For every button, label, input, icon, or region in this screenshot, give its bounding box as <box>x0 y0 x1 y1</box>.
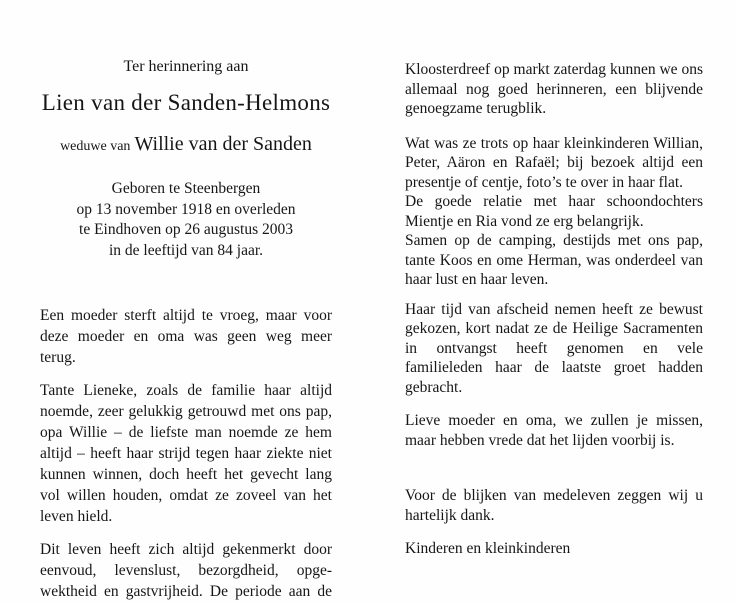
vitals-line-deathplace: te Eindhoven op 26 augustus 2003 <box>79 221 293 238</box>
right-page <box>405 60 703 559</box>
memorial-intro-line: Ter herinnering aan <box>123 58 249 75</box>
widow-prefix-label: weduwe van <box>60 139 131 154</box>
family-memories-block <box>405 134 703 290</box>
widow-line <box>40 133 332 158</box>
paragraph-farewell: Lieve moeder en oma, we zullen je missen, maar hebben vrede dat het lijden voorbij is. <box>405 412 703 449</box>
paragraph-life-character: Dit leven heeft zich altijd gekenmerkt door eenvoud, levenslust, bezorgdheid, opgewektheid en gastvrijheid. De periode aan de <box>40 541 332 600</box>
signature-line: Kinderen en kleinkinderen <box>405 540 571 557</box>
birth-death-block <box>40 179 332 261</box>
paragraph-grandchildren: Wat was ze trots op haar kleinkinderen Willian, Peter, Aäron en Rafaël; bij bezoek altijd een presentje of centje, foto’s te over in haar flat. <box>405 134 703 191</box>
vitals-line-birthdate: op 13 november 1918 en overleden <box>76 200 296 218</box>
vitals-line-age: in de leeftijd van 84 jaar. <box>108 241 264 259</box>
deceased-name: Lien van der Sanden-Helmons <box>41 90 331 115</box>
widow-husband-name: Willie van der Sanden <box>134 133 312 155</box>
paragraph-camping: Samen op de camping, destijds met ons pap, tante Koos en ome Herman, was onderdeel van haar lust en haar leven. <box>405 232 703 288</box>
paragraph-condolence-thanks: Voor de blijken van medeleven zeggen wij u hartelijk dank. <box>405 487 703 524</box>
paragraph-daughters-in-law: De goede relatie met haar schoondochters Mientje en Ria vond ze erg belangrijk. <box>405 193 703 230</box>
paragraph-sacraments: Haar tijd van afscheid nemen heeft ze bewust gekozen, kort nadat ze de Heilige Sacramenten in ontvangst heeft genomen en vele familieleden haar de laatste groet hadden gebracht. <box>405 300 703 396</box>
paragraph-kloosterdreef: Kloosterdreef op markt zaterdag kunnen we ons allemaal nog goed herinneren, een blijvende genoegzame terugblik. <box>405 61 703 117</box>
paragraph-tante-lieneke: Tante Lieneke, zoals de familie haar altijd noemde, zeer gelukkig getrouwd met ons pap, opa Willie – de liefste man noemde ze hem altijd – heeft haar strijd tegen haar ziekte niet kunnen winnen, doch heeft het gevecht lang vol willen houden, omdat ze zoveel van het leven hield. <box>40 382 332 525</box>
left-page <box>40 57 332 602</box>
vitals-line-born: Geboren te Steenbergen <box>111 180 261 197</box>
paragraph-mother-too-soon: Een moeder sterft altijd te vroeg, maar voor deze moeder en oma was geen weg meer terug. <box>40 307 332 366</box>
